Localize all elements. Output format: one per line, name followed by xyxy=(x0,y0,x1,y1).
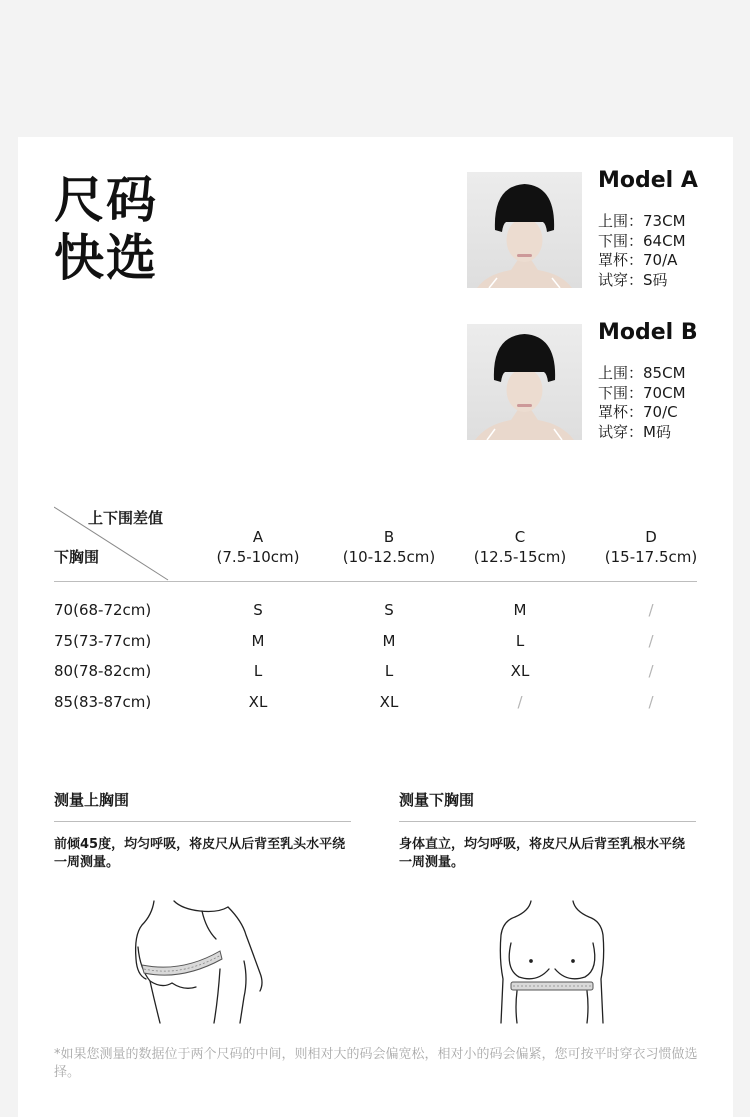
corner-label-difference: 上下围差值 xyxy=(88,509,164,527)
table-row xyxy=(54,594,697,625)
model-a-cup: 罩杯：70/A xyxy=(598,251,678,269)
table-cell: / xyxy=(648,662,654,680)
size-table-header xyxy=(54,505,697,582)
measure-lower-title: 测量下胸围 xyxy=(399,789,696,822)
model-a-fit: 试穿：S码 xyxy=(598,270,668,289)
measure-upper-title: 测量上胸围 xyxy=(54,789,351,822)
column-header-c: C (12.5-15cm) xyxy=(473,528,567,566)
model-card-a xyxy=(467,168,727,292)
table-cell: / xyxy=(517,692,523,711)
measure-upper-desc: 前倾45度，均匀呼吸，将皮尺从后背至乳头水平绕一周测量。 xyxy=(54,837,346,870)
table-cell: L xyxy=(253,662,263,680)
lower-bust-illustration xyxy=(497,899,607,1024)
title-line-1: 尺码 xyxy=(54,171,158,229)
model-a-photo xyxy=(467,172,582,288)
model-a-underbust: 下围：64CM xyxy=(598,231,686,250)
model-a-name: Model A xyxy=(598,168,698,193)
table-cell: L xyxy=(384,662,394,680)
measure-upper-bust xyxy=(54,789,351,872)
row-band: 75(73-77cm) xyxy=(54,631,152,650)
table-cell: M xyxy=(382,631,396,650)
table-cell: M xyxy=(513,601,527,619)
title-line-2: 快选 xyxy=(54,229,158,287)
table-cell: M xyxy=(251,631,265,650)
column-header-b: B (10-12.5cm) xyxy=(342,528,436,566)
model-b-fit: 试穿：M码 xyxy=(598,422,671,441)
row-band: 70(68-72cm) xyxy=(54,601,152,619)
corner-label-underbust: 下胸围 xyxy=(54,548,100,566)
measure-lower-bust xyxy=(399,789,696,872)
model-card-b xyxy=(467,320,727,444)
model-b-specs xyxy=(598,364,686,442)
column-header-a: A (7.5-10cm) xyxy=(216,528,300,566)
table-cell: S xyxy=(253,601,263,619)
table-cell: / xyxy=(648,692,654,711)
size-table xyxy=(54,505,697,716)
model-a-specs xyxy=(598,212,686,290)
model-b-underbust: 下围：70CM xyxy=(598,383,686,402)
row-band: 85(83-87cm) xyxy=(54,692,152,711)
table-cell: XL xyxy=(379,692,399,711)
model-b-photo xyxy=(467,324,582,440)
table-cell: L xyxy=(515,631,525,650)
model-b-bust: 上围：85CM xyxy=(598,364,686,382)
model-a-bust: 上围：73CM xyxy=(598,212,686,230)
size-table-body xyxy=(54,582,697,716)
table-cell: XL xyxy=(510,662,530,680)
page-title xyxy=(54,171,158,287)
row-band: 80(78-82cm) xyxy=(54,662,152,680)
column-header-d: D (15-17.5cm) xyxy=(604,528,698,566)
table-cell: / xyxy=(648,601,654,619)
table-row xyxy=(54,686,697,717)
table-row xyxy=(54,625,697,656)
size-guide-card xyxy=(18,137,733,1117)
table-cell: XL xyxy=(248,692,268,711)
model-b-cup: 罩杯：70/C xyxy=(598,403,678,421)
size-footnote: *如果您测量的数据位于两个尺码的中间，则相对大的码会偏宽松，相对小的码会偏紧，您可按平时穿衣习惯做选择。 xyxy=(54,1047,698,1080)
table-cell: S xyxy=(384,601,394,619)
upper-bust-illustration xyxy=(132,899,272,1024)
model-b-name: Model B xyxy=(598,320,698,345)
table-cell: / xyxy=(648,631,654,650)
measure-lower-desc: 身体直立，均匀呼吸，将皮尺从后背至乳根水平绕一周测量。 xyxy=(399,837,686,870)
table-row xyxy=(54,655,697,686)
